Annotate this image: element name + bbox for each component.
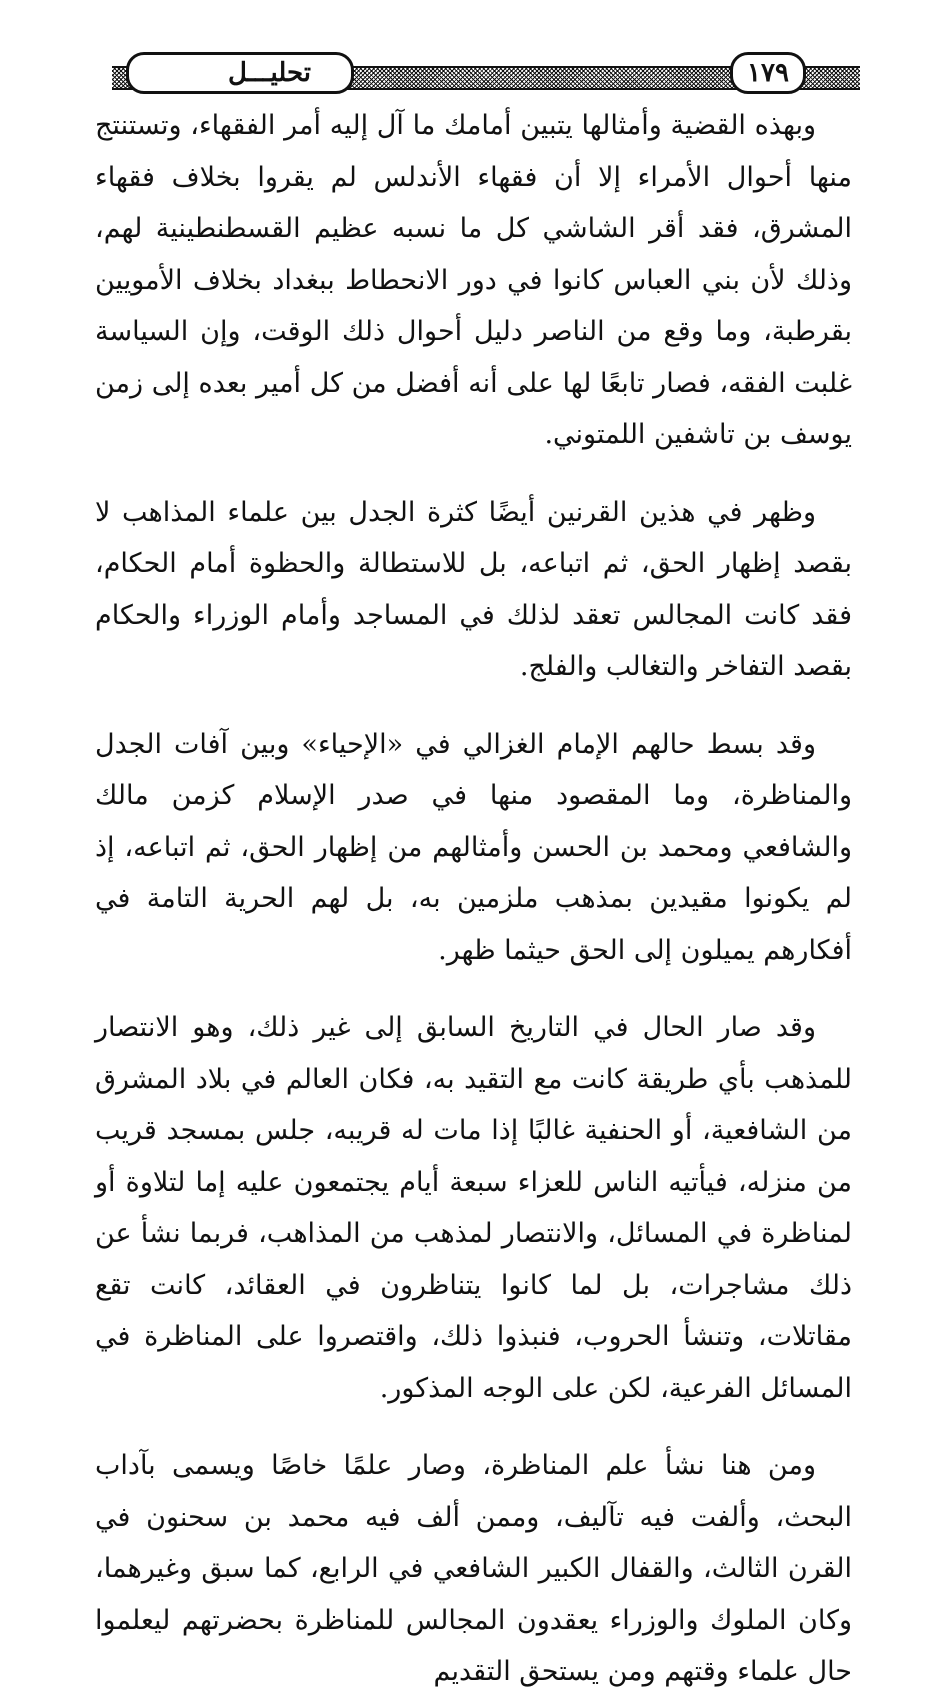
paragraph-5: ومن هنا نشأ علم المناظرة، وصار علمًا خاصًا ويسمى بآداب البحث، وألفت فيه تآليف، وممن ألف فيه محمد بن سحنون في القرن الثالث، والقفال الكبير الشافعي في الرابع، كما سبق وغيرهما، وكان الملوك والوزراء يعقدون المجالس للمناظرة بحضرتهم ليعلموا حال علماء وقتهم ومن يستحق التقديم — [95, 1450, 852, 1687]
page-header — [112, 46, 860, 106]
page-number-box — [730, 52, 806, 94]
running-title: تحليـــل — [227, 58, 311, 88]
body-text — [95, 100, 852, 1698]
page-number: ١٧٩ — [747, 58, 789, 88]
paragraph-1: وبهذه القضية وأمثالها يتبين أمامك ما آل إليه أمر الفقهاء، وتستنتج منها أحوال الأمراء إلا أن فقهاء الأندلس لم يقروا بخلاف فقهاء المشرق، فقد أقر الشاشي كل ما نسبه عظيم القسطنطينية لهم، وذلك لأن بني العباس كانوا في دور الانحطاط ببغداد بخلاف الأمويين بقرطبة، وما وقع من الناصر دليل أحوال ذلك الوقت، وإن السياسة غلبت الفقه، فصار تابعًا لها على أنه أفضل من كل أمير بعده إلى زمن يوسف بن تاشفين اللمتوني. — [95, 110, 852, 450]
paragraph-2: وظهر في هذين القرنين أيضًا كثرة الجدل بين علماء المذاهب لا بقصد إظهار الحق، ثم اتباعه، بل للاستطالة والحظوة أمام الحكام، فقد كانت المجالس تعقد لذلك في المساجد وأمام الوزراء والحكام بقصد التفاخر والتغالب والفلج. — [95, 496, 852, 682]
paragraph-4: وقد صار الحال في التاريخ السابق إلى غير ذلك، وهو الانتصار للمذهب بأي طريقة كانت مع التقيد به، فكان العالم في بلاد المشرق من الشافعية، أو الحنفية غالبًا إذا مات له قريبه، جلس بمسجد قريب من منزله، فيأتيه الناس للعزاء سبعة أيام يجتمعون عليه إما لتلاوة أو لمناظرة في المسائل، والانتصار لمذهب من المذاهب، فربما نشأ عن ذلك مشاجرات، بل لما كانوا يتناظرون في العقائد، كانت تقع مقاتلات، وتنشأ الحروب، فنبذوا ذلك، واقتصروا على المناظرة في المسائل الفرعية، لكن على الوجه المذكور. — [95, 1012, 852, 1404]
paragraph-3: وقد بسط حالهم الإمام الغزالي في «الإحياء» وبين آفات الجدل والمناظرة، وما المقصود منها في صدر الإسلام كزمن مالك والشافعي ومحمد بن الحسن وأمثالهم من إظهار الحق، ثم اتباعه، إذ لم يكونوا مقيدين بمذهب ملزمين به، بل لهم الحرية التامة في أفكارهم يميلون إلى الحق حيثما ظهر. — [95, 728, 852, 966]
running-title-box — [126, 52, 354, 94]
